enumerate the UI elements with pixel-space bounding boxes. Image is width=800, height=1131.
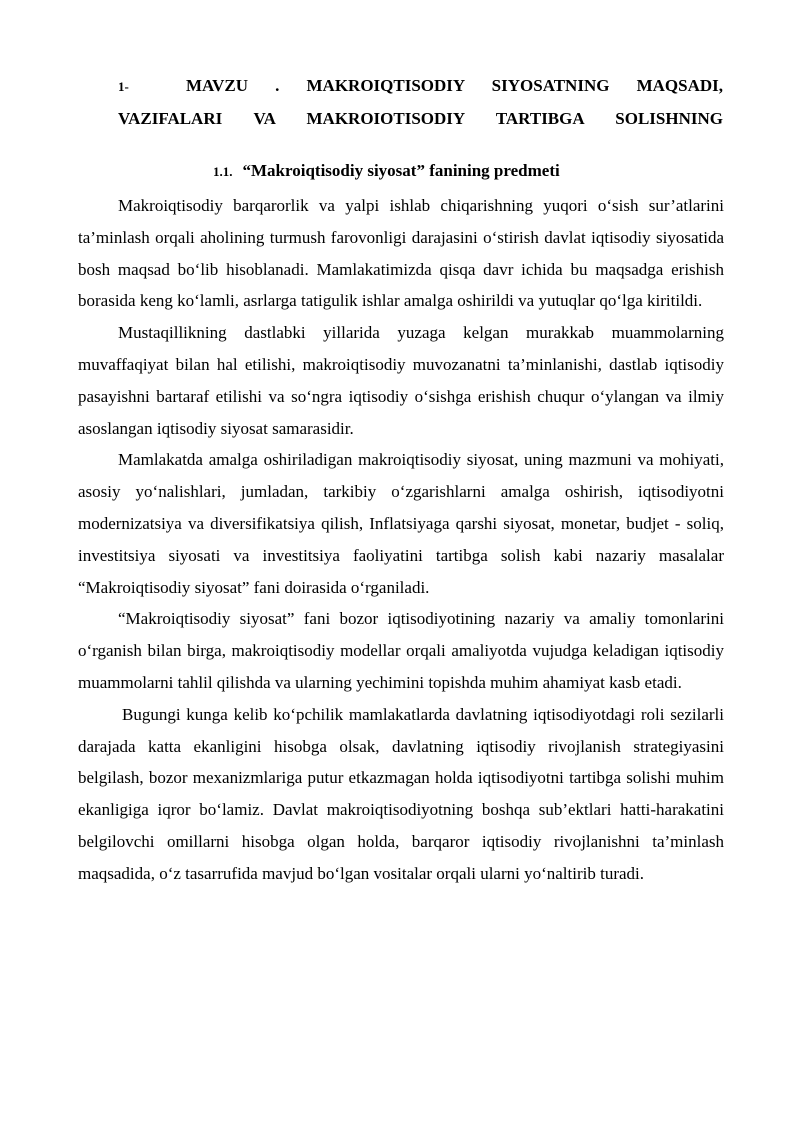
body-text [78, 190, 724, 890]
chapter-title-line-2: VAZIFALARI VA MAKROIOTISODIY TARTIBGA SOLISHNING [118, 109, 723, 128]
paragraph: Makroiqtisodiy barqarorlik va yalpi ishlab chiqarishning yuqori o‘sish sur’atlarini ta’minlash orqali aholining turmush farovonligi darajasini o‘stirish davlat iqtisodiy siyosatida bosh maqsad bo‘lib hisoblanadi. Mamlakatimizda qisqa davr ichida bu maqsadga erishish borasida keng ko‘lamli, asrlarga tatigulik ishlar amalga oshirildi va yutuqlar qo‘lga kiritildi. [78, 196, 724, 311]
chapter-heading [118, 70, 723, 135]
paragraph: Bugungi kunga kelib ko‘pchilik mamlakatlarda davlatning iqtisodiyotdagi roli sezilarli darajada katta ekanligini hisobga olsak, davlatning iqtisodiy rivojlanish strategiyasini belgilash, bozor mexanizmlariga putur etkazmagan holda iqtisodiyotni tartibga solishi muhim ekanligiga iqror bo‘lamiz. Davlat makroiqtisodiyotning boshqa sub’ektlari hatti-harakatini belgilovchi omillarni hisobga olgan holda, barqaror iqtisodiy rivojlanishni ta’minlash maqsadida, o‘z tasarrufida mavjud bo‘lgan vositalar orqali ularni yo‘naltirib turadi. [78, 704, 724, 883]
paragraph: Mustaqillikning dastlabki yillarida yuzaga kelgan murakkab muammolarning muvaffaqiyat bilan hal etilishi, makroiqtisodiy muvozanatni ta’minlanishi, dastlab iqtisodiy pasayishni bartaraf etilishi va so‘ngra iqtisodiy o‘sishga erishish chuqur o‘ylangan va ilmiy asoslangan iqtisodiy siyosat samarasidir. [78, 323, 724, 438]
section-title: “Makroiqtisodiy siyosat” fanining predmeti [242, 161, 560, 180]
paragraph: Mamlakatda amalga oshiriladigan makroiqtisodiy siyosat, uning mazmuni va mohiyati, asosiy yo‘nalishlari, jumladan, tarkibiy o‘zgarishlarni amalga oshirish, iqtisodiyotni modernizatsiya va diversifikatsiya qilish, Inflatsiyaga qarshi siyosat, monetar, budjet - soliq, investitsiya siyosati va investitsiya faoliyatini tartibga solish kabi nazariy masalalar “Makroiqtisodiy siyosat” fani doirasida o‘rganiladi. [78, 450, 724, 597]
chapter-title-line-1: MAVZU . MAKROIQTISODIY SIYOSATNING MAQSADI, [186, 76, 723, 95]
section-heading [213, 158, 560, 185]
chapter-heading-line-1 [118, 70, 723, 103]
section-number: 1.1. [213, 164, 233, 179]
paragraph: “Makroiqtisodiy siyosat” fani bozor iqtisodiyotining nazariy va amaliy tomonlarini o‘rganish bilan birga, makroiqtisodiy modellar orqali amaliyotda vujudga keladigan iqtisodiy muammolarni tahlil qilishda va ularning yechimini topishda muhim ahamiyat kasb etadi. [78, 609, 724, 692]
chapter-number: 1- [118, 79, 129, 94]
